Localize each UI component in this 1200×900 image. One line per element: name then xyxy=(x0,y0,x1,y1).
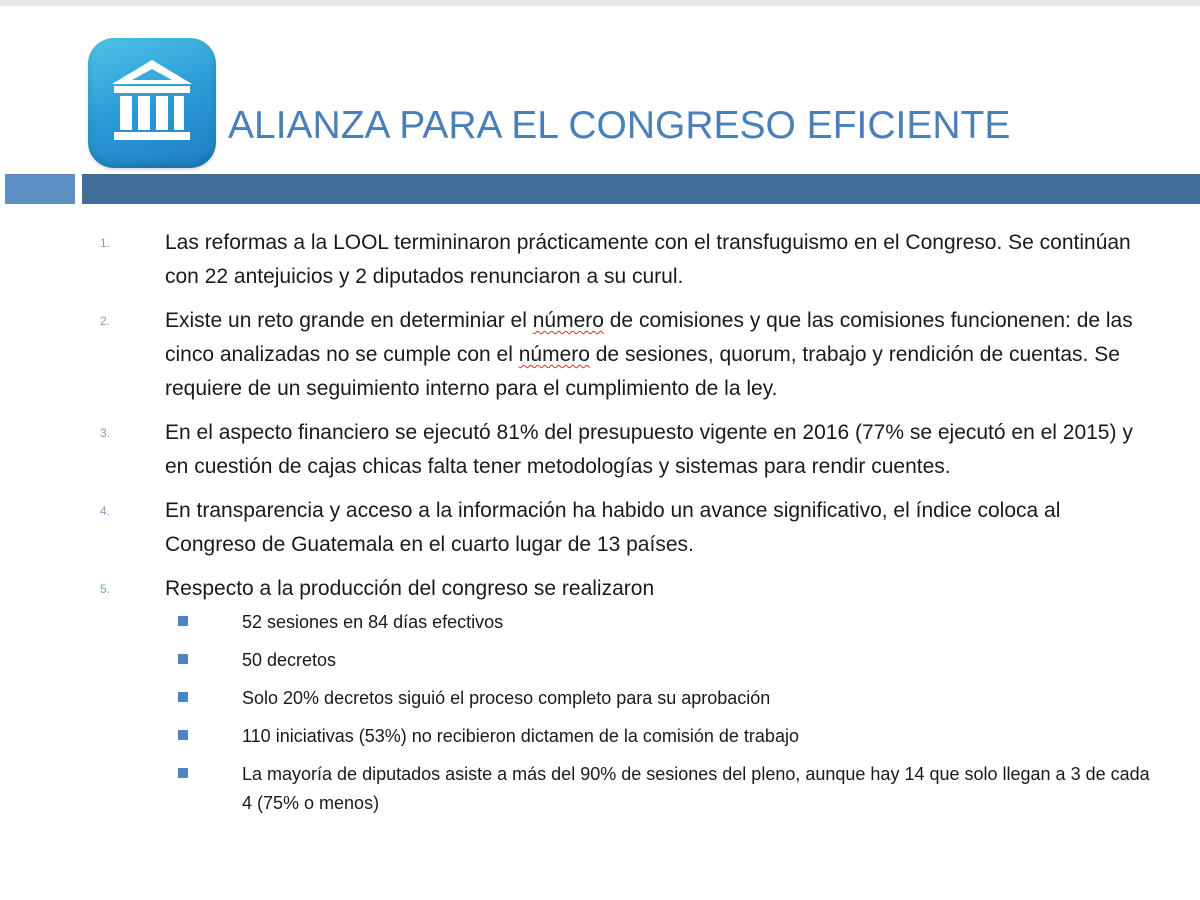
item-text: Las reformas a la LOOL termininaron prácticamente con el transfuguismo en el Congreso. Se continúan con 22 antejuicios y 2 diputados renunciaron a su curul. xyxy=(165,231,1131,288)
list-item-3 xyxy=(0,416,1200,484)
item-text xyxy=(165,304,1155,406)
top-border xyxy=(0,0,1200,6)
list-item-5 xyxy=(0,572,1200,818)
text-segment: de comisiones y que las comisiones funcionenen: de las cinco analizadas no se cumple con el xyxy=(165,309,1133,366)
sub-list-item xyxy=(0,760,1200,818)
sub-item-text: 50 decretos xyxy=(242,650,337,670)
accent-block xyxy=(5,174,75,204)
item-text: En transparencia y acceso a la información ha habido un avance significativo, el índice coloca al Congreso de Guatemala en el cuarto lugar de 13 países. xyxy=(165,499,1061,556)
list-item-1 xyxy=(0,226,1200,294)
sub-list-item xyxy=(0,684,1200,713)
item-text: Respecto a la producción del congreso se realizaron xyxy=(165,577,655,600)
sub-item-text: Solo 20% decretos siguió el proceso completo para su aprobación xyxy=(242,688,771,708)
spellcheck-word: número xyxy=(518,343,590,366)
spellcheck-word: número xyxy=(532,309,604,332)
sub-item-text: 110 iniciativas (53%) no recibieron dictamen de la comisión de trabajo xyxy=(242,726,799,746)
numbered-list xyxy=(0,226,1200,828)
list-item-2 xyxy=(0,304,1200,406)
sub-list-item xyxy=(0,646,1200,675)
sub-list-item xyxy=(0,608,1200,637)
accent-bar xyxy=(82,174,1200,204)
square-bullet-icon xyxy=(178,768,188,778)
item-text: En el aspecto financiero se ejecutó 81% del presupuesto vigente en 2016 (77% se ejecutó en el 2015) y en cuestión de cajas chicas falta tener metodologías y sistemas para rendir cuentes. xyxy=(165,421,1133,478)
sub-item-text: 52 sesiones en 84 días efectivos xyxy=(242,612,504,632)
slide-title: ALIANZA PARA EL CONGRESO EFICIENTE xyxy=(228,104,1011,147)
square-bullet-icon xyxy=(178,616,188,626)
item-number: 5. xyxy=(100,582,111,596)
sub-list-item xyxy=(0,722,1200,751)
item-number: 3. xyxy=(100,426,111,440)
sub-list xyxy=(0,608,1200,818)
text-segment: Existe un reto grande en determiniar el xyxy=(165,309,533,332)
item-number: 2. xyxy=(100,314,111,328)
sub-item-text: La mayoría de diputados asiste a más del 90% de sesiones del pleno, aunque hay 14 que solo llegan a 3 de cada 4 (75% o menos) xyxy=(242,764,1150,813)
item-number: 1. xyxy=(100,236,111,250)
square-bullet-icon xyxy=(178,730,188,740)
item-number: 4. xyxy=(100,504,111,518)
square-bullet-icon xyxy=(178,692,188,702)
text-segment: de sesiones, quorum, trabajo y rendición de cuentas. Se requiere de un seguimiento interno para el cumplimiento de la ley. xyxy=(165,343,1120,400)
square-bullet-icon xyxy=(178,654,188,664)
list-item-4 xyxy=(0,494,1200,562)
government-building-icon xyxy=(88,38,216,168)
